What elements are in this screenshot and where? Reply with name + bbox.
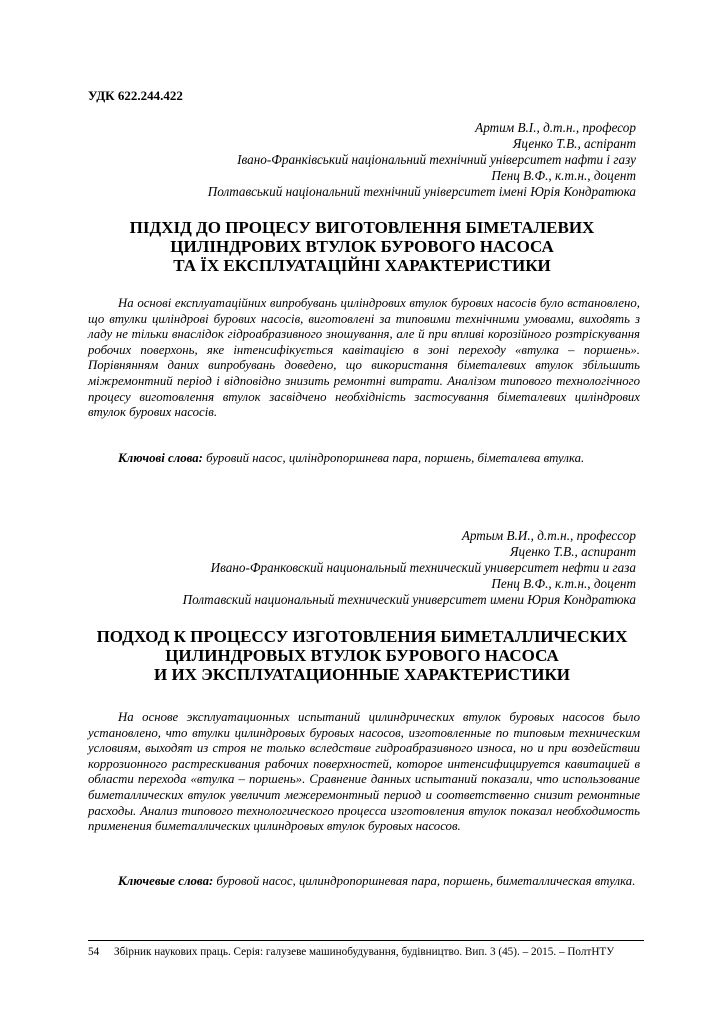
title-line: ПОДХОД К ПРОЦЕССУ ИЗГОТОВЛЕНИЯ БИМЕТАЛЛИЧЕСКИХ: [96, 627, 628, 646]
author-line: Яценко Т.В., аспирант: [509, 544, 636, 559]
affiliation-line: Полтавский национальный технический университет имени Юрия Кондратюка: [182, 592, 636, 607]
title-line: И ИХ ЭКСПЛУАТАЦИОННЫЕ ХАРАКТЕРИСТИКИ: [153, 665, 571, 684]
author-line: Яценко Т.В., аспірант: [512, 136, 636, 151]
title-line: ЦИЛИНДРОВЫХ ВТУЛОК БУРОВОГО НАСОСА: [165, 646, 559, 665]
title-line: ПІДХІД ДО ПРОЦЕСУ ВИГОТОВЛЕННЯ БІМЕТАЛЕВИХ: [129, 218, 595, 237]
journal-citation: Збірник наукових праць. Серія: галузеве машинобудування, будівництво. Вип. 3 (45). – 2015. – ПолтНТУ: [114, 946, 615, 958]
authors-block-ua: [208, 120, 636, 200]
affiliation-line: Івано-Франківський національний технічний університет нафти і газу: [237, 152, 636, 167]
abstract-ua: На основі експлуатаційних випробувань циліндрових втулок бурових насосів було встановлено, що втулки циліндрові бурових насосів, виготовлені за типовими технічними умовами, виходять з ладу не тільки внаслідок гідроабразивного зношування, але й при впливі корозійного розтріскування робочих поверхонь, яке інтенсифікується кавітацією в зоні переходу «втулка – поршень». Порівнянням даних випробувань доведено, що використання біметалевих втулок збільшить міжремонтний період і відповідно знизить ремонтні витрати. Аналізом типового технологічного процесу виготовлення втулок засвідчено необхідність застосування біметалевих циліндрових втулок бурових насосів.: [88, 296, 640, 420]
udc-code: УДК 622.244.422: [88, 88, 183, 103]
keywords-label: Ключевые слова:: [118, 874, 214, 888]
author-line: Артым В.И., д.т.н., профессор: [461, 528, 636, 543]
article-title-ua: [80, 218, 644, 275]
authors-block-ru: [183, 528, 636, 608]
keywords-label: Ключові слова:: [118, 451, 203, 465]
page-number: 54: [88, 946, 100, 958]
abstract-ru: На основе эксплуатационных испытаний цилиндрических втулок буровых насосов было установлено, что втулки цилиндровых буровых насосов, изготовленные по типовым техническим условиям, выходят из строя не только вследствие гидроабразивного износа, но и при воздействии коррозионного растрескивания рабочих поверхностей, которое интенсифицируется кавитацией в области перехода «втулка – поршень». Сравнение данных испытаний показали, что использование биметаллических втулок увеличит межеремонтный период и соответственно снизит ремонтные расходы. Анализ типового технологического процесса изготовления втулок показал необходимость применения биметаллических цилиндровых втулок буровых насосов.: [88, 710, 640, 834]
title-line: ЦИЛІНДРОВИХ ВТУЛОК БУРОВОГО НАСОСА: [170, 237, 554, 256]
footer-divider: [88, 940, 644, 941]
author-line: Пенц В.Ф., к.т.н., доцент: [491, 168, 636, 183]
author-line: Пенц В.Ф., к.т.н., доцент: [491, 576, 636, 591]
keywords-ua: [88, 451, 640, 467]
keywords-ru: [88, 874, 640, 890]
affiliation-line: Полтавський національний технічний університет імені Юрія Кондратюка: [207, 184, 636, 199]
title-line: ТА ЇХ ЕКСПЛУАТАЦІЙНІ ХАРАКТЕРИСТИКИ: [173, 256, 551, 275]
author-line: Артим В.І., д.т.н., професор: [475, 120, 636, 135]
keywords-text: буровий насос, циліндропоршнева пара, поршень, біметалева втулка.: [202, 451, 585, 465]
article-title-ru: [80, 627, 644, 684]
affiliation-line: Ивано-Франковский национальный технический университет нефти и газа: [210, 560, 636, 575]
page-footer: [88, 946, 644, 958]
keywords-text: буровой насос, цилиндропоршневая пара, поршень, биметаллическая втулка.: [213, 874, 636, 888]
